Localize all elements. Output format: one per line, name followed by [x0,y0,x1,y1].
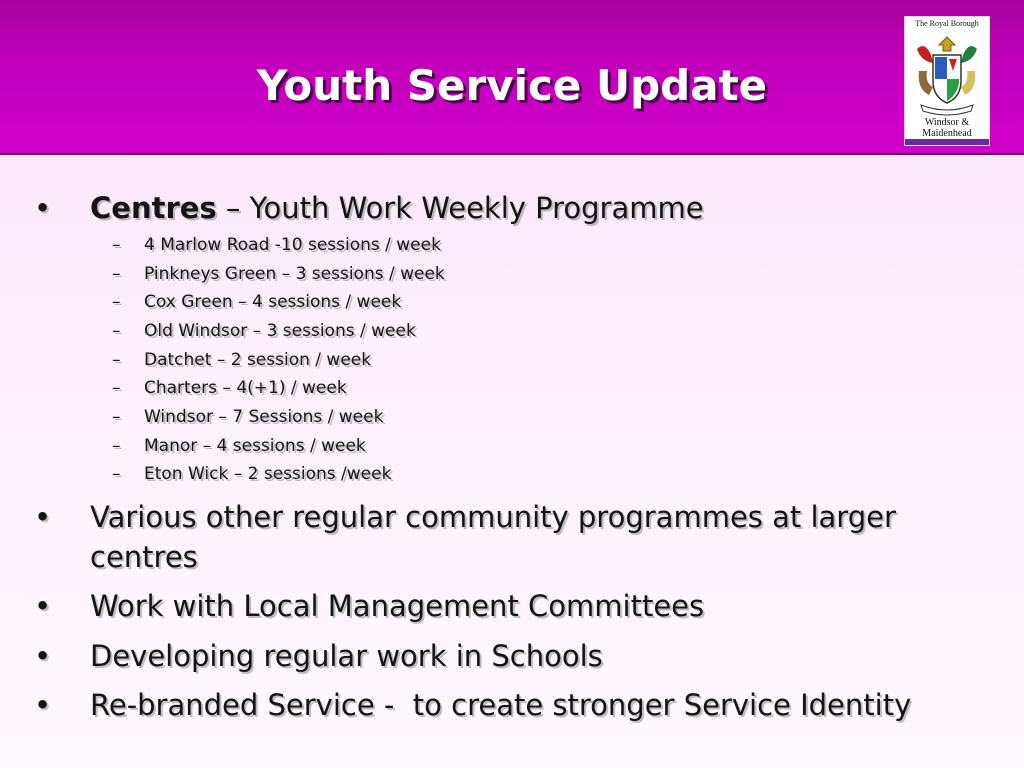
bullet-dot: • [34,191,52,225]
logo-name-line2: Maidenhead [922,128,972,139]
slide-title: Youth Service Update [256,61,768,110]
sub-item-text: Old Windsor – 3 sessions / week [144,321,416,341]
bullet-rest: – Youth Work Weekly Programme [216,191,704,225]
sub-item-text: Eton Wick – 2 sessions /week [144,464,392,484]
bullet-text [90,188,950,228]
bullet-text: Various other regular community programmes at larger centres [90,500,896,574]
sub-dash: – [112,235,121,255]
sub-item-text: 4 Marlow Road -10 sessions / week [144,235,441,255]
sub-dash: – [112,264,121,284]
bullet-text: Developing regular work in Schools [90,639,603,673]
sub-item-text: Charters – 4(+1) / week [144,378,347,398]
sub-dash: – [112,350,121,370]
sub-item-text: Pinkneys Green – 3 sessions / week [144,264,445,284]
bullet-dot: • [34,639,52,673]
logo-name-line1: Windsor & [924,117,970,128]
sub-dash: – [112,436,121,456]
sub-dash: – [112,321,121,341]
sub-dash: – [112,292,121,312]
sub-dash: – [112,378,121,398]
bullet-dot: • [34,589,52,623]
bullet-lead: Centres [90,191,217,225]
bullet-text: Re-branded Service - to create stronger Service Identity [90,688,912,722]
sub-item-text: Manor – 4 sessions / week [144,436,366,456]
bullet-dot: • [34,688,52,722]
sub-item-text: Windsor – 7 Sessions / week [144,407,384,427]
sub-item-text: Datchet – 2 session / week [144,350,372,370]
sub-item-text: Cox Green – 4 sessions / week [144,292,402,312]
bullet-text: Work with Local Management Committees [90,589,705,623]
logo-top-text: The Royal Borough [915,19,979,28]
bullet-dot: • [34,500,52,534]
sub-dash: – [112,464,121,484]
sub-dash: – [112,407,121,427]
